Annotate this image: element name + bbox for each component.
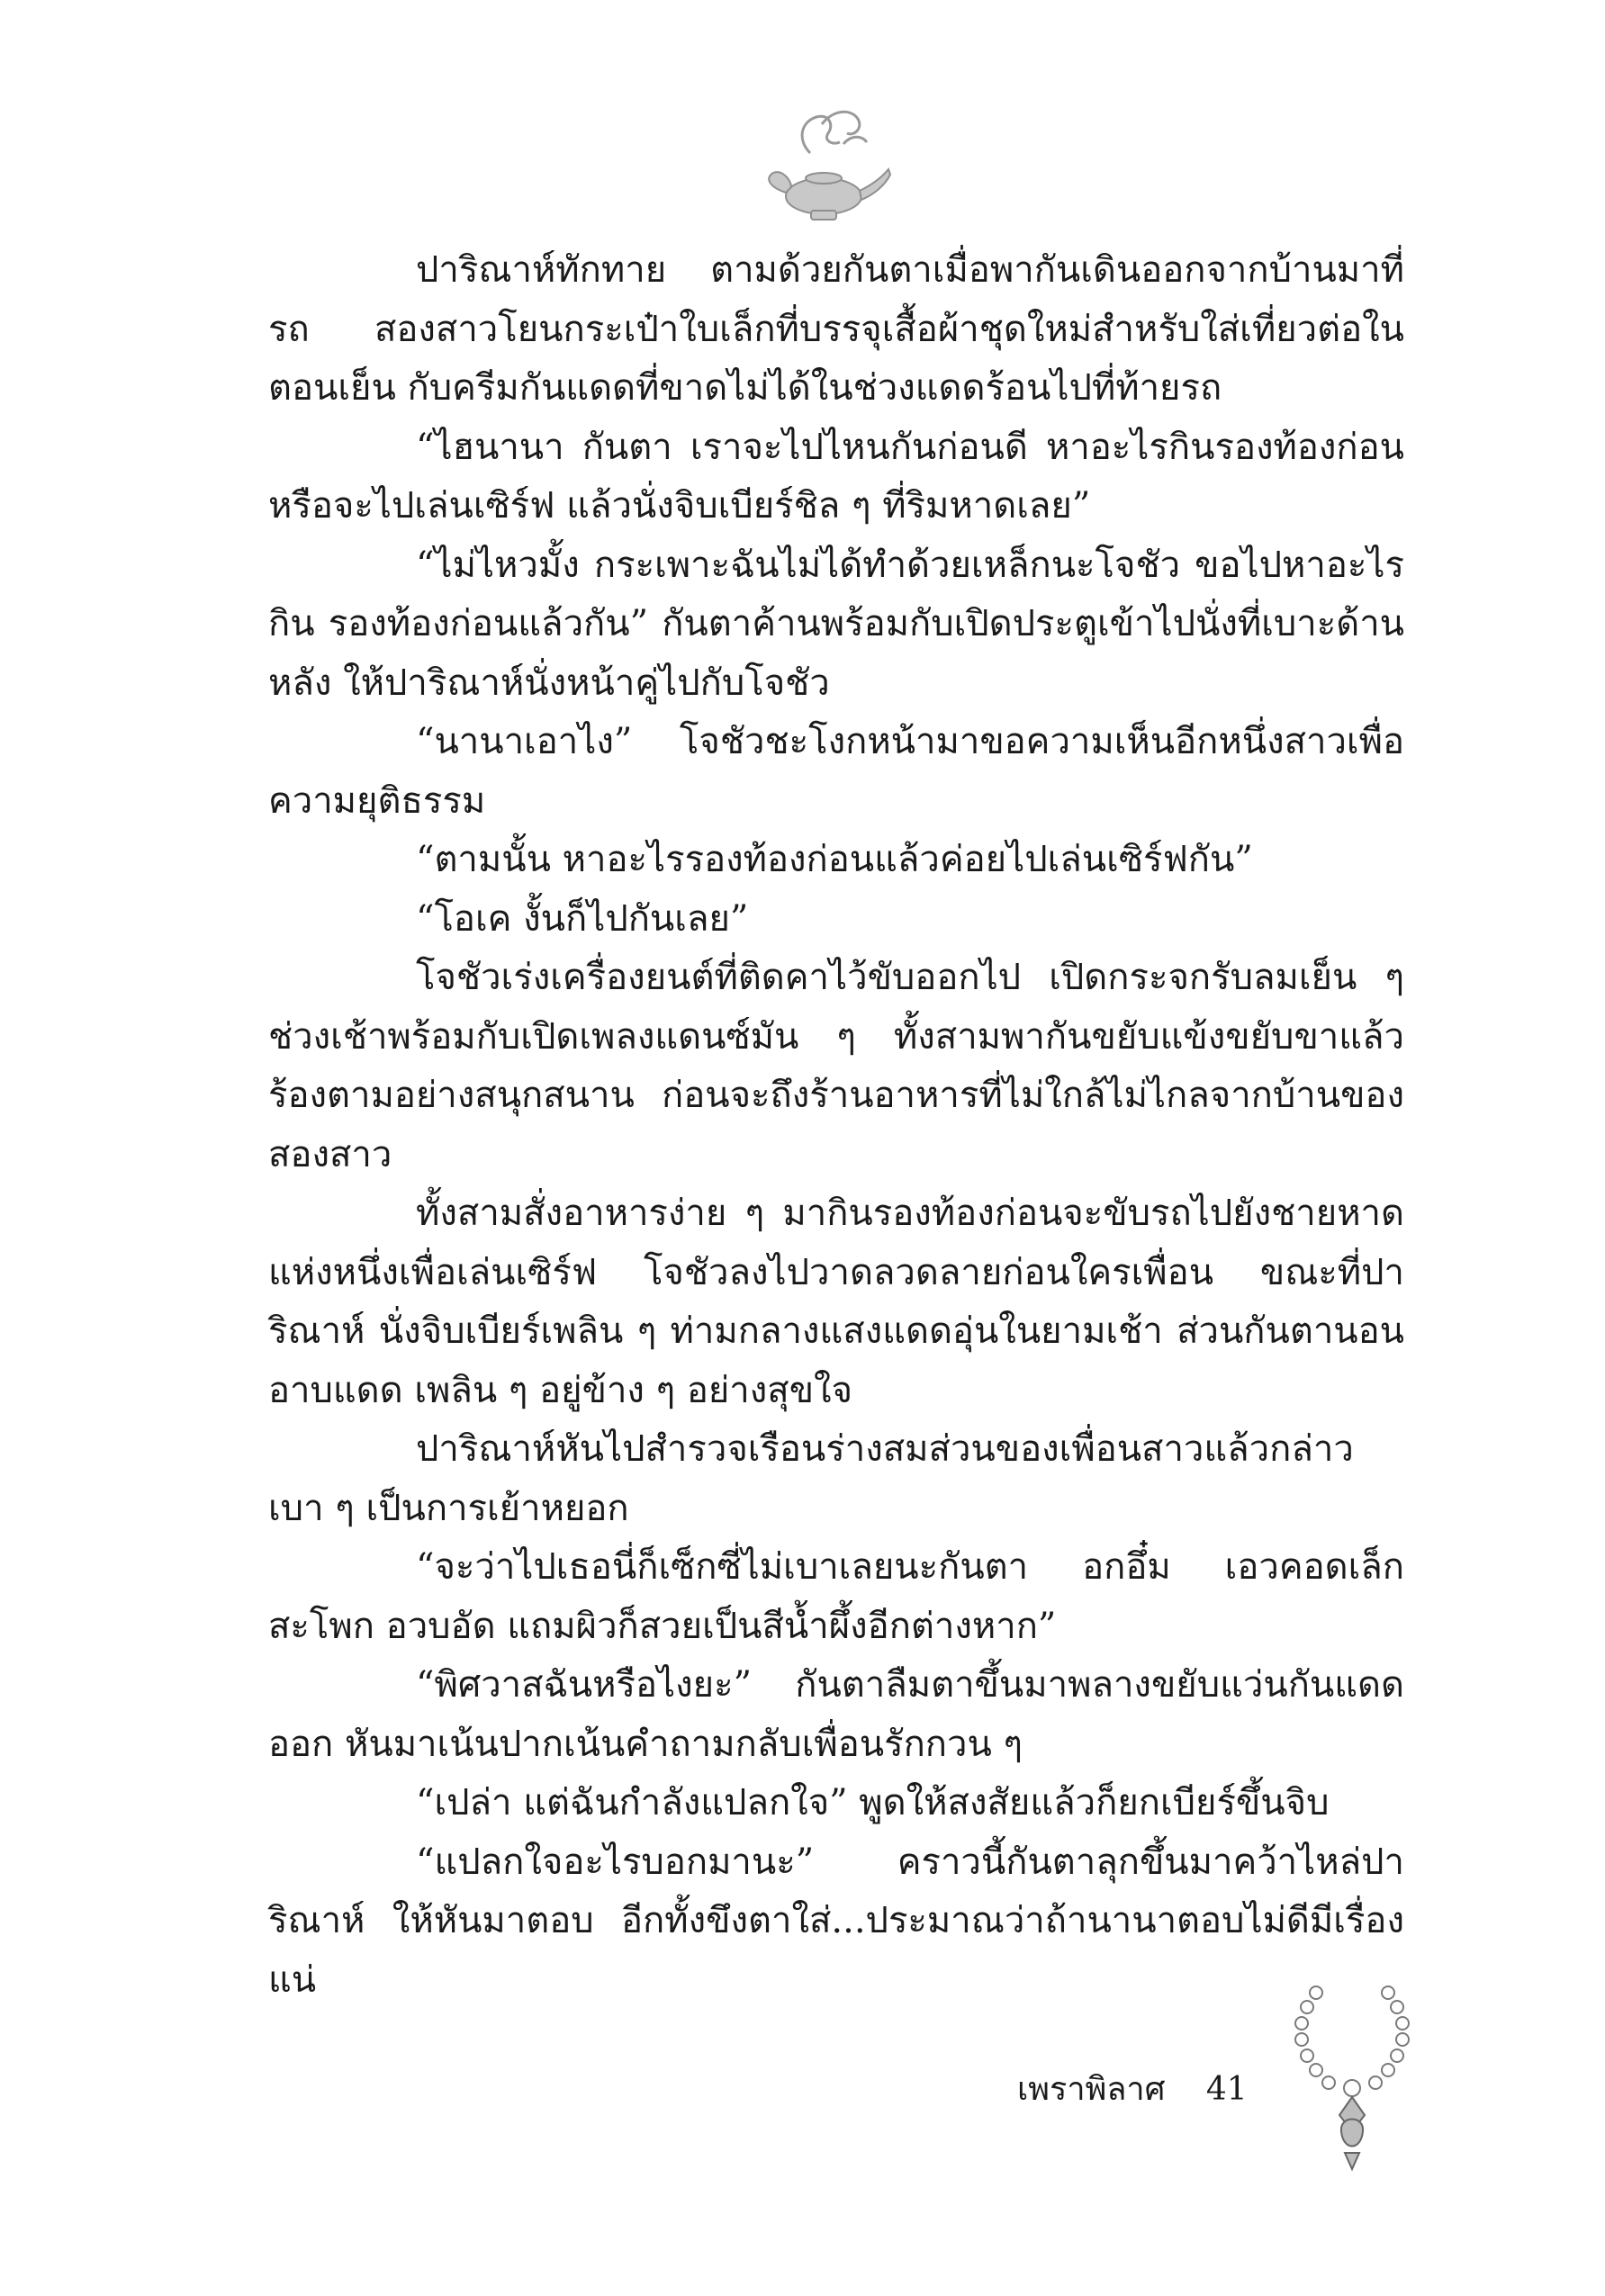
page-number: 41 xyxy=(1205,2071,1248,2108)
paragraph: “พิศวาสฉันหรือไงยะ” กันตาลืมตาขึ้นมาพลางขยับแว่นกันแดดออก หันมาเน้นปากเน้นคำถามกลับเพื่อนรักกวน ๆ xyxy=(268,1664,1404,1765)
page-footer xyxy=(1017,2063,1248,2114)
paragraph: โจชัวเร่งเครื่องยนต์ที่ติดคาไว้ขับออกไป เปิดกระจกรับลมเย็น ๆ ช่วงเช้าพร้อมกับเปิดเพลงแดนซ์มัน ๆ ทั้งสามพากันขยับแข้งขยับขาแล้ว ร้องตามอย่างสนุกสนาน ก่อนจะถึงร้านอาหารที่ไม่ใกล้ไม่ไกลจากบ้านของ สองสาว xyxy=(268,957,1404,1175)
teapot-lamp-icon xyxy=(761,99,896,234)
necklace-icon xyxy=(1289,1980,1415,2178)
body-text xyxy=(268,241,1404,2010)
paragraph: ปาริณาห์หันไปสำรวจเรือนร่างสมส่วนของเพื่อนสาวแล้วกล่าวเบา ๆ เป็นการเย้าหยอก xyxy=(268,1428,1354,1529)
paragraph: ทั้งสามสั่งอาหารง่าย ๆ มากินรองท้องก่อนจะขับรถไปยังชายหาด แห่งหนึ่งเพื่อเล่นเซิร์ฟ โจชัวลงไปวาดลวดลายก่อนใครเพื่อน ขณะที่ปาริณาห์ นั่งจิบเบียร์เพลิน ๆ ท่ามกลางแสงแดดอุ่นในยามเช้า ส่วนกันตานอนอาบแดด เพลิน ๆ อยู่ข้าง ๆ อย่างสุขใจ xyxy=(268,1193,1404,1411)
paragraph: “ไม่ไหวมั้ง กระเพาะฉันไม่ได้ทำด้วยเหล็กนะโจชัว ขอไปหาอะไรกิน รองท้องก่อนแล้วกัน” กันตาค้านพร้อมกับเปิดประตูเข้าไปนั่งที่เบาะด้านหลัง ให้ปาริณาห์นั่งหน้าคู่ไปกับโจชัว xyxy=(268,544,1404,704)
book-title: เพราพิลาศ xyxy=(1017,2071,1166,2108)
paragraph: “เปล่า แต่ฉันกำลังแปลกใจ” พูดให้สงสัยแล้วก็ยกเบียร์ขึ้นจิบ xyxy=(416,1782,1330,1823)
paragraph: “ตามนั้น หาอะไรรองท้องก่อนแล้วค่อยไปเล่นเซิร์ฟกัน” xyxy=(416,839,1253,880)
paragraph: “โอเค งั้นก็ไปกันเลย” xyxy=(416,897,749,940)
paragraph: ปาริณาห์ทักทาย ตามด้วยกันตาเมื่อพากันเดินออกจากบ้านมาที่รถ สองสาวโยนกระเป๋าใบเล็กที่บรรจุเสื้อผ้าชุดใหม่สำหรับใส่เที่ยวต่อในตอนเย็น กับครีมกันแดดที่ขาดไม่ได้ในช่วงแดดร้อนไปที่ท้ายรถ xyxy=(268,249,1404,409)
paragraph: “แปลกใจอะไรบอกมานะ” คราวนี้กันตาลุกขึ้นมาคว้าไหล่ปาริณาห์ ให้หันมาตอบ อีกทั้งขึงตาใส่...ประมาณว่าถ้านานาตอบไม่ดีมีเรื่องแน่ xyxy=(268,1841,1404,2001)
paragraph: “จะว่าไปเธอนี่ก็เซ็กซี่ไม่เบาเลยนะกันตา อกอึ๋ม เอวคอดเล็ก สะโพก อวบอัด แถมผิวก็สวยเป็นสีน้ำผึ้งอีกต่างหาก” xyxy=(268,1546,1404,1647)
paragraph: “นานาเอาไง” โจชัวชะโงกหน้ามาขอความเห็นอีกหนึ่งสาวเพื่อ ความยุติธรรม xyxy=(268,721,1404,822)
paragraph: “ไฮนานา กันตา เราจะไปไหนกันก่อนดี หาอะไรกินรองท้องก่อน หรือจะไปเล่นเซิร์ฟ แล้วนั่งจิบเบียร์ชิล ๆ ที่ริมหาดเลย” xyxy=(268,426,1404,527)
